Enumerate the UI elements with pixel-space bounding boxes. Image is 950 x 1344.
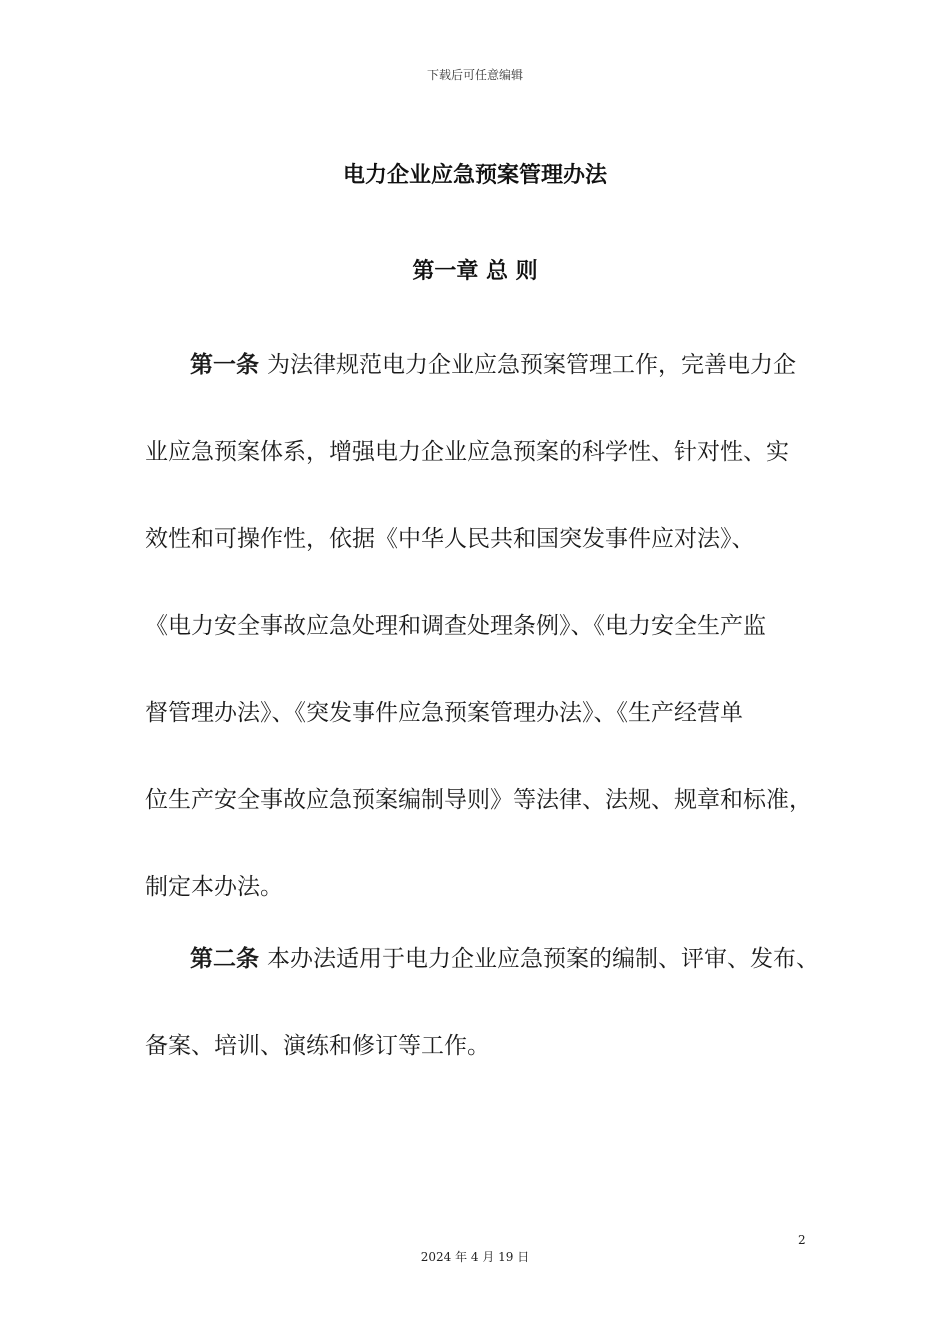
article-line: 《电力安全事故应急处理和调查处理条例》、《电力安全生产监 [145,613,766,639]
article-text: 本办法适用于电力企业应急预案的编制、评审、发布、 [267,946,819,972]
article-line: 位生产安全事故应急预案编制导则》等法律、法规、规章和标准， [145,787,812,813]
article-line: 效性和可操作性，依据《中华人民共和国突发事件应对法》、 [145,526,755,552]
article-label: 第二条 [190,946,259,972]
article-text: 为法律规范电力企业应急预案管理工作，完善电力企 [267,352,796,378]
chapter-title: 第一章 总 则 [412,259,538,284]
article-line: 制定本办法。 [145,874,283,900]
header-note: 下载后可任意编辑 [426,68,523,82]
article-label: 第一条 [190,352,259,378]
page-number: 2 [798,1233,806,1247]
article-line: 业应急预案体系，增强电力企业应急预案的科学性、针对性、实 [145,439,789,465]
document-title: 电力企业应急预案管理办法 [342,163,607,188]
article-line [190,944,819,974]
article-line [190,350,796,380]
article-line: 备案、培训、演练和修订等工作。 [145,1033,490,1059]
footer-date: 2024 年 4 月 19 日 [420,1250,530,1264]
article-line: 督管理办法》、《突发事件应急预案管理办法》、《生产经营单 [145,700,743,726]
